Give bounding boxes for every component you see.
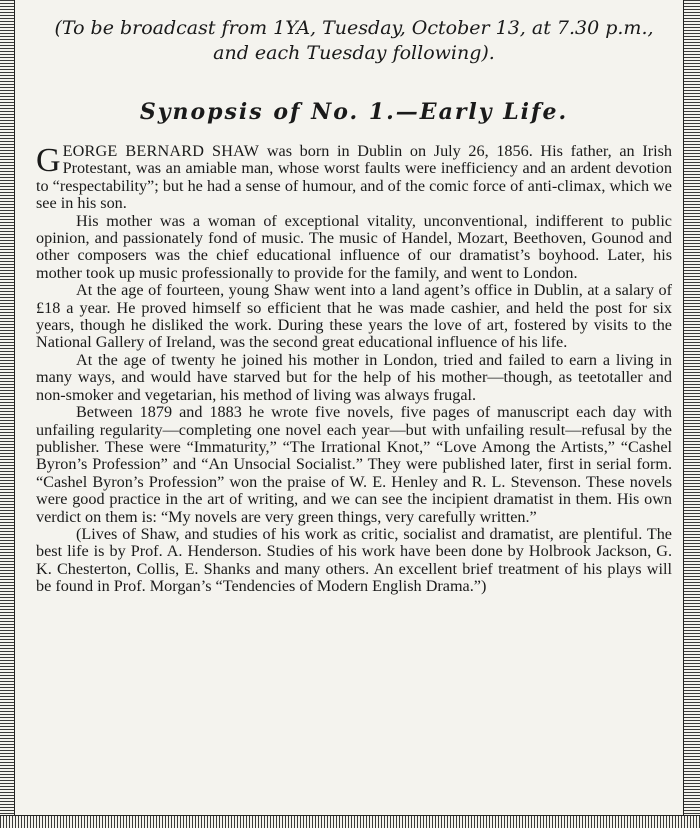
paragraph-5: Between 1879 and 1883 he wrote five novels, five pages of manuscript each day with unfailing regularity—completing one novel each year—but with unfailing result—refusal by the publisher. These were “Immaturity,” “The Irrational Knot,” “Love Among the Artists,” “Cashel Byron’s Profession” and “An Unsocial Socialist.” They were published later, first in serial form. “Cashel Byron’s Profession” won the praise of W. E. Henley and R. L. Stevenson. These novels were good practice in the art of writing, and we can see the incipient dramatist in them. His own verdict on them is: “My novels are very green things, very carefully written.”	[36, 403, 672, 526]
article	[36, 8, 672, 596]
paragraph-1-text: was born in Dublin on July 26, 1856. His father, an Irish Protestant, was an amiable man, whose worst faults were inefficiency and an ardent devotion to “respectability”; but he had a sense of humour, and of the comic force of anti-climax, which we see in his son.	[36, 142, 672, 213]
broadcast-notice	[36, 16, 672, 66]
paragraph-1-lead: EORGE BERNARD SHAW	[62, 142, 260, 160]
synopsis-title: Synopsis of No. 1.—Early Life.	[139, 99, 569, 125]
article-body	[36, 143, 672, 596]
paragraph-4: At the age of twenty he joined his mother in London, tried and failed to earn a living in many ways, and would have starved but for the help of his mother—though, as teetotaller and non-smoker and vegetarian, his method of living was always frugal.	[36, 350, 672, 404]
paragraph-1	[36, 143, 672, 213]
broadcast-line-1: (To be broadcast from 1YA, Tuesday, October 13, at 7.30 p.m.,	[54, 17, 654, 39]
bottom-border-rule	[0, 815, 700, 828]
right-border-rule	[683, 0, 700, 828]
drop-cap: G	[36, 142, 61, 179]
paragraph-3: At the age of fourteen, young Shaw went into a land agent’s office in Dublin, at a salary of £18 a year. He proved himself so efficient that he was made cashier, and held the post for six years, though he disliked the work. During these years the love of art, fostered by visits to the National Gallery of Ireland, was the second great educational influence of his life.	[36, 281, 672, 352]
broadcast-line-2: and each Tuesday following).	[213, 42, 495, 64]
paragraph-6: (Lives of Shaw, and studies of his work as critic, socialist and dramatist, are plentiful. The best life is by Prof. A. Henderson. Studies of his work have been done by Holbrook Jackson, G. K. Chesterton, Collis, E. Shanks and many others. An excellent brief treatment of his plays will be found in Prof. Morgan’s “Tendencies of Modern English Drama.”)	[36, 524, 672, 596]
paragraph-2: His mother was a woman of exceptional vitality, unconventional, indifferent to public opinion, and passionately fond of music. The music of Handel, Mozart, Beethoven, Gounod and other composers was the chief educational influence of our dramatist’s boyhood. Later, his mother took up music professionally to provide for the family, and went to London.	[36, 211, 672, 282]
left-border-rule	[0, 0, 15, 828]
